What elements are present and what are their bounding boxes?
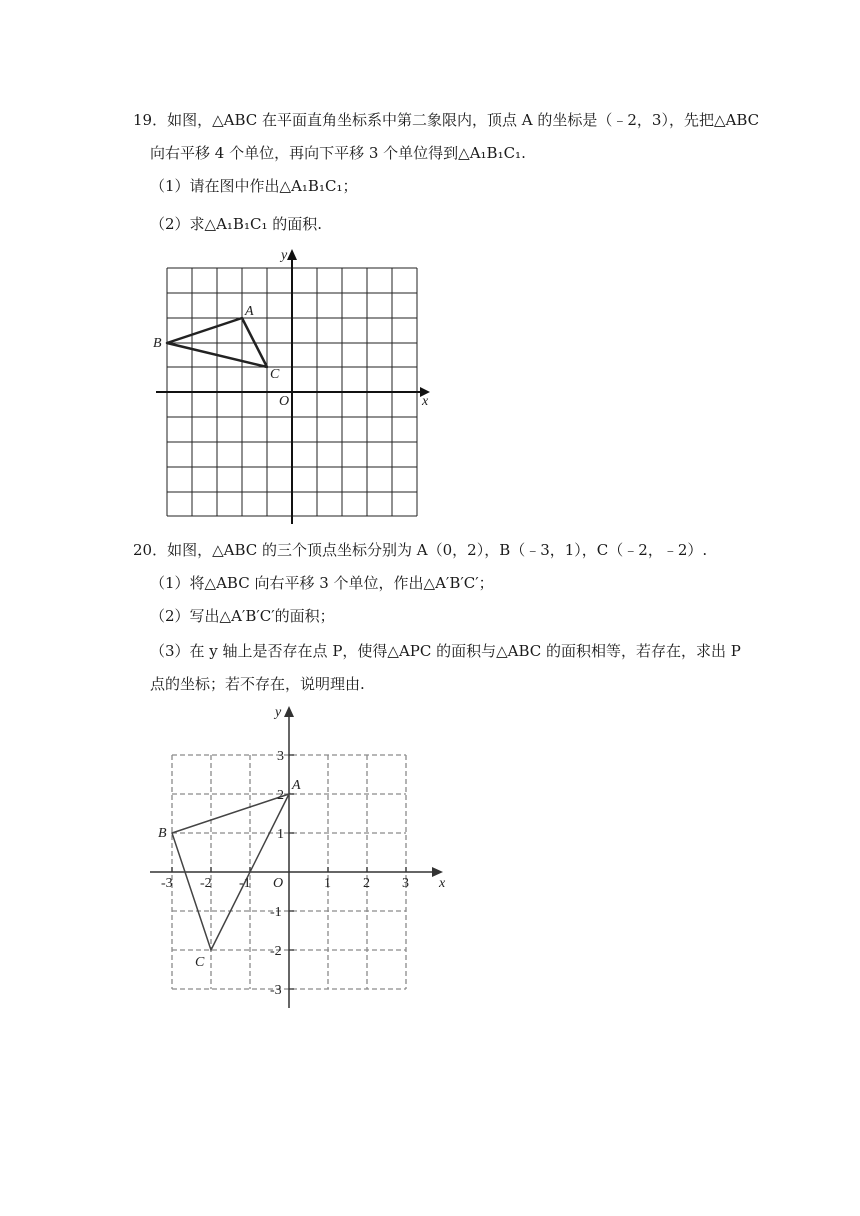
fig20-y-tick-neg1: -1 — [270, 905, 282, 920]
q19-part1: （1）请在图中作出△A₁B₁C₁； — [150, 177, 358, 195]
fig20-point-b-label: B — [158, 826, 167, 841]
q19-stem-line2: 向右平移 4 个单位，再向下平移 3 个单位得到△A₁B₁C₁. — [150, 144, 526, 162]
q20-part3-line1: （3）在 y 轴上是否存在点 P，使得△APC 的面积与△ABC 的面积相等，若存在，求出 P — [150, 642, 741, 660]
q20-part1: （1）将△ABC 向右平移 3 个单位，作出△A′B′C′； — [150, 574, 494, 592]
fig19-y-label: y — [281, 248, 288, 263]
fig20-y-tick-1: 1 — [277, 827, 284, 842]
q19-stem-line1: 19．如图，△ABC 在平面直角坐标系中第二象限内，顶点 A 的坐标是（﹣2，3），先把△ABC — [133, 111, 760, 129]
q20-stem-line1: 20．如图，△ABC 的三个顶点坐标分别为 A（0，2），B（﹣3，1），C（﹣2，﹣2）. — [133, 541, 708, 559]
q20-part2: （2）写出△A′B′C′的面积； — [150, 607, 335, 625]
fig20-y-label: y — [275, 705, 282, 720]
fig20-origin-label: O — [273, 876, 284, 891]
q19-part2: （2）求△A₁B₁C₁ 的面积. — [150, 215, 322, 233]
fig20-y-tick-neg3: -3 — [270, 983, 282, 998]
fig20-x-tick-2: 2 — [363, 876, 370, 891]
fig20-x-tick-neg1: -1 — [239, 876, 251, 891]
fig20-x-tick-neg3: -3 — [161, 876, 173, 891]
fig20-point-c-label: C — [195, 955, 205, 970]
fig20-x-tick-neg2: -2 — [200, 876, 212, 891]
fig19-origin-label: O — [279, 394, 290, 409]
fig20-x-tick-1: 1 — [324, 876, 331, 891]
fig19-x-label: x — [422, 394, 429, 409]
fig20-x-tick-3: 3 — [402, 876, 409, 891]
fig20-y-tick-neg2: -2 — [270, 944, 282, 959]
fig20-y-tick-3: 3 — [277, 749, 284, 764]
fig19-point-c-label: C — [270, 367, 280, 382]
fig20-y-arrow — [284, 706, 294, 717]
fig20-x-label: x — [439, 876, 446, 891]
fig20-point-a-label: A — [292, 778, 301, 793]
fig19-point-a-label: A — [245, 304, 254, 319]
q20-part3-line2: 点的坐标；若不存在，说明理由. — [150, 675, 365, 693]
fig20-y-tick-2: 2 — [277, 788, 284, 803]
fig19-point-b-label: B — [153, 336, 162, 351]
